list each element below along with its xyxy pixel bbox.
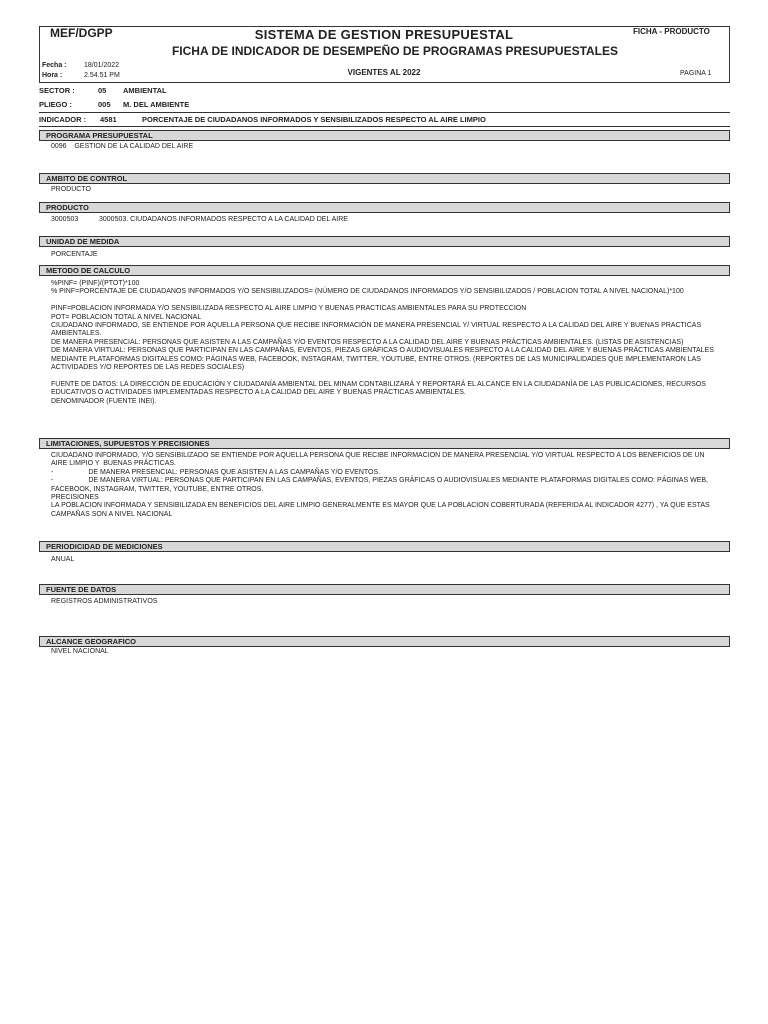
indicador-code: 4581: [100, 115, 117, 124]
section-header-unidad: UNIDAD DE MEDIDA: [39, 236, 730, 247]
org-label: MEF/DGPP: [50, 26, 113, 40]
section-header-fuente: FUENTE DE DATOS: [39, 584, 730, 595]
sector-label: SECTOR :: [39, 86, 75, 95]
section-header-periodicidad: PERIODICIDAD DE MEDICIONES: [39, 541, 730, 552]
producto-code: 3000503: [51, 216, 79, 223]
section-header-limitaciones: LIMITACIONES, SUPUESTOS Y PRECISIONES: [39, 438, 730, 449]
section-header-alcance: ALCANCE GEOGRAFICO: [39, 636, 730, 647]
pliego-label: PLIEGO :: [39, 100, 72, 109]
divider: [39, 126, 730, 127]
document-title: FICHA DE INDICADOR DE DESEMPEÑO DE PROGRAMAS PRESUPUESTALES: [171, 44, 619, 58]
section-header-metodo: METODO DE CALCULO: [39, 265, 730, 276]
system-title: SISTEMA DE GESTION PRESUPUESTAL: [254, 27, 514, 42]
limitaciones-text: CIUDADANO INFORMADO, Y/O SENSIBILIZADO SE ENTIENDE POR AQUELLA PERSONA QUE RECIBE INFORMACION DE MANERA PRESENCIAL Y/O VIRTUAL RESPECTO A LOS BENEFICIOS DE UN AIRE LIMPIO Y BUENAS PRÁCTICAS. - DE MANERA PRESENCIAL: PERSONAS QUE ASISTEN A LAS CAMPAÑAS Y/O EVENTOS. - DE MANERA VIRTUAL: PERSONAS QUE PARTICIPAN EN LAS CAMPAÑAS, EVENTOS, PIEZAS GRÁFICAS O AUDIOVISUALES MEDIANTE PLATAFORMAS DIGITALES COMO: PÁGINAS WEB, FACEBOOK, INSTAGRAM, TWITTER, YOUTUBE, ENTRE OTROS. PRECISIONES LA POBLACION INFORMADA Y SENSIBILIZADA EN BENEFICIOS DEL AIRE LIMPIO GENERALMENTE ES MAYOR QUE LA POBLACION COBERTURADA (REFERIDA AL INDICADOR 4277) , YA QUE ESTAS CAMPAÑAS SON A NIVEL NACIONAL: [51, 452, 710, 518]
unidad-value: PORCENTAJE: [51, 251, 98, 258]
hora-label: Hora :: [42, 72, 63, 79]
ficha-type: FICHA - PRODUCTO: [633, 27, 710, 36]
sector-name: AMBIENTAL: [123, 86, 167, 95]
pliego-code: 005: [98, 100, 111, 109]
vigentes-label: VIGENTES AL 2022: [347, 68, 421, 77]
section-header-producto: PRODUCTO: [39, 202, 730, 213]
pliego-name: M. DEL AMBIENTE: [123, 100, 190, 109]
periodicidad-value: ANUAL: [51, 556, 75, 563]
fecha-label: Fecha :: [42, 62, 67, 69]
metodo-text: %PINF= (PINF)/(PTOT)*100 % PINF=PORCENTAJE DE CIUDADANOS INFORMADOS Y/O SENSIBILIZADOS= (NÚMERO DE CIUDADANOS INFORMADOS Y/O SENSIBILIZADOS / POBLACION TOTAL A NIVEL NACIONAL)*100 PINF=POBLACION INFORMADA Y/O SENSIBILIZADA RESPECTO AL AIRE LIMPIO Y BUENAS PRACTICAS AMBIENTALES PARA SU PROTECCION POT= POBLACION TOTAL A NIVEL NACIONAL CIUDADANO INFORMADO, SE ENTIENDE POR AQUELLA PERSONA QUE RECIBE INFORMACIÓN DE MANERA PRESENCIAL Y/ VIRTUAL RESPECTO A LA CALIDAD DEL AIRE Y BUENAS PRACTICAS AMBIENTALES. DE MANERA PRESENCIAL: PERSONAS QUE ASISTEN A LAS CAMPAÑAS Y/O EVENTOS RESPECTO A LA CALIDAD DEL AIRE Y BUENAS PRÁCTICAS AMBIENTALES. (LISTAS DE ASISTENCIAS) DE MANERA VIRTUAL: PERSONAS QUE PARTICIPAN EN LAS CAMPAÑAS, EVENTOS, PIEZAS GRÁFICAS O AUDIOVISUALES RESPECTO A LA CALIDAD DEL AIRE Y BUENAS PRÁCTICAS AMBIENTALES MEDIANTE PLATAFORMAS DIGITALES COMO: PÁGINAS WEB, FACEBOOK, INSTAGRAM, TWITTER, YOUTUBE, ENTRE OTROS. (REPORTES DE LAS MUNICIPALIDADES QUE IMPLEMENTARON LAS ACTIVIDADES Y/O REPORTES DE LAS REDES SOCIALES) FUENTE DE DATOS: LA DIRECCIÓN DE EDUCACIÓN Y CIUDADANÍA AMBIENTAL DEL MINAM CONTABILIZARÁ Y REPORTARÁ EL ALCANCE EN LA CIUDADANÍA DE LAS PUBLICACIONES, RECURSOS EDUCATIVOS O ACTIVIDADES IMPLEMENTADAS RESPECTO A LA CALIDAD DEL AIRE Y BUENAS PRÁCTICAS AMBIENTALES. DENOMINADOR (FUENTE INEI).: [51, 280, 714, 405]
fecha-value: 18/01/2022: [84, 62, 120, 69]
section-header-programa: PROGRAMA PRESUPUESTAL: [39, 130, 730, 141]
page-number: PAGINA 1: [680, 70, 712, 77]
hora-value: 2.54.51 PM: [84, 72, 120, 79]
alcance-value: NIVEL NACIONAL: [51, 648, 109, 655]
section-header-ambito: AMBITO DE CONTROL: [39, 173, 730, 184]
producto-value: 3000503. CIUDADANOS INFORMADOS RESPECTO A LA CALIDAD DEL AIRE: [99, 216, 348, 223]
indicador-name: PORCENTAJE DE CIUDADANOS INFORMADOS Y SENSIBILIZADOS RESPECTO AL AIRE LIMPIO: [142, 115, 486, 124]
sector-code: 05: [98, 86, 107, 95]
indicador-label: INDICADOR :: [39, 115, 87, 124]
fuente-value: REGISTROS ADMINISTRATIVOS: [51, 598, 158, 605]
programa-value: 0096 GESTION DE LA CALIDAD DEL AIRE: [51, 143, 194, 150]
ambito-value: PRODUCTO: [51, 186, 91, 193]
divider: [39, 112, 730, 113]
